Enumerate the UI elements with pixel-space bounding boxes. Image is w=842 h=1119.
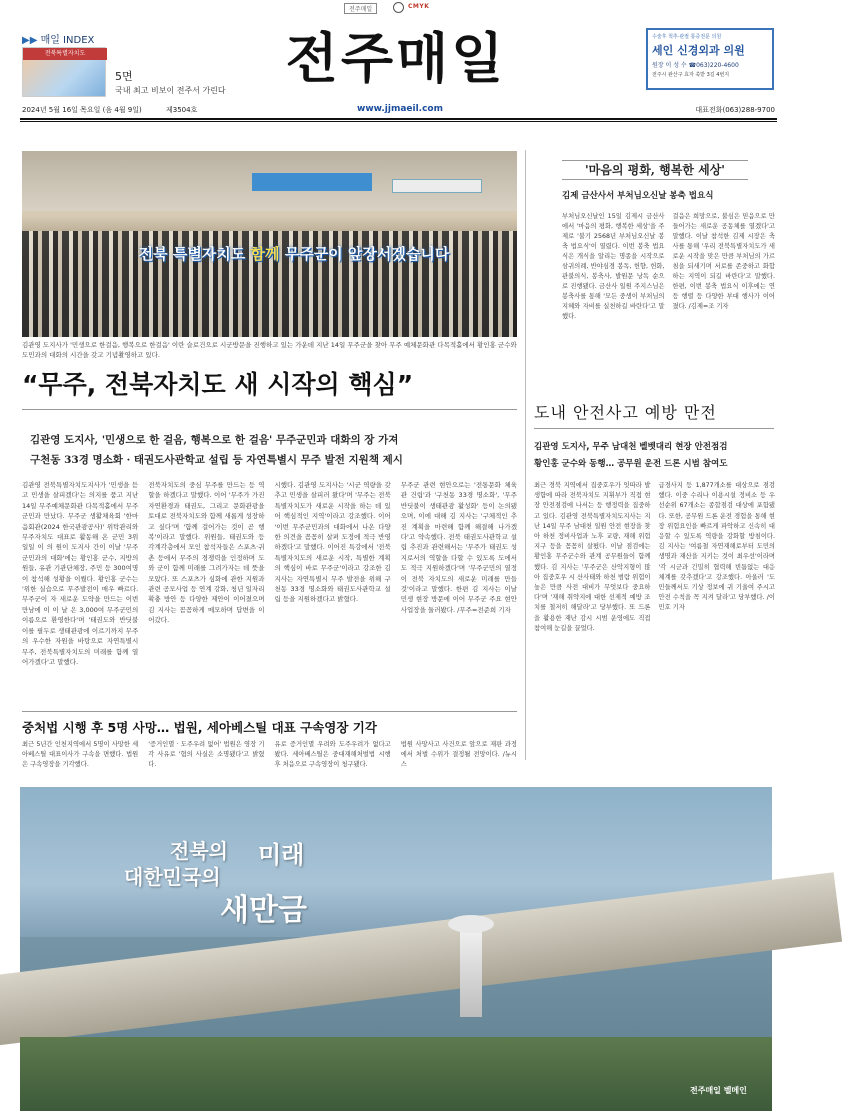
right-story-2-subhead-2: 황인홍 군수와 동행… 공무원 운전 드론 시범 참여도: [534, 459, 728, 469]
ad-slogan-4: 새만금: [220, 893, 307, 928]
cmyk-label: CMYK: [408, 3, 430, 10]
registration-mark-icon: [393, 2, 404, 13]
right-story-2-subhead-1: 김관영 도지사, 무주 남대천 벨벳대리 현장 안전점검: [534, 442, 728, 452]
second-story-col-2: '증거인멸 · 도주우려 없어' 법원은 영장 기각 사유로 '혐의 사실은 소명됐다'고 밝혔다.: [148, 741, 265, 768]
ad-slogan-2: 대한민국의: [124, 865, 221, 889]
lead-body-col-2: 전북자치도의 중심 무주를 만드는 등 역할을 하겠다고 말했다. 이어 '무주가 가진 자연환경과 태권도, 그리고 문화관광을 토대로 전북자치도와 함께 새롭게 성장하고 싶다'며 '함께 걸어가는 것이 곧 행복'이라고 말했다. 위원들, 태권도와 등 각계각층에서 모인 참석자들은 스포츠·귀촌 등에서 무주의 경쟁력을 인정하며 도와 군이 함께 미래를 그려가자는 데 뜻을 모았다. 또 스포츠가 심화에 관한 지원과 관련 공모사업 등 연계 강화, 청년 일자리 확충 방안 등 다양한 제안이 이어졌으며 김 지사는 꼼꼼하게 메모하며 답변을 이어갔다.: [148, 481, 265, 625]
index-label: [22, 31, 94, 46]
index-thumbnail-caption: 전북특별자치도: [23, 48, 107, 60]
right-story-2-body: [534, 481, 775, 759]
right-story-1-col-2: 걸음은 희망으로, 불심은 믿음으로 만들어가는 새로운 공동체를 열겠다'고 말했다. 이날 참석한 김제 시장은 축사를 통해 '우리 전북특별자치도가 새로운 시작을 맞은 만큼 부처님의 가르침을 되새기며 서로를 존중하고 화합하는 지역이 되길 바란다'고 말했다. 한편, 이번 봉축 법요식 이후에는 연등 행렬 등 다양한 부대 행사가 이어졌다. /김제=조 기자: [672, 213, 775, 310]
ad-tagline: 수술후 척추·관절 통증전문 의원: [652, 34, 722, 40]
right-story-1-subhead: 김제 금산사서 부처님오신날 봉축 법요식: [562, 191, 714, 201]
ad-clinic-name-2: 신경외과 의원: [677, 44, 745, 57]
dateline: 2024년 5월 16일 목요일 (음 4월 9일): [22, 106, 142, 114]
right-story-1-col-1: 부처님오신날인 15일 김제시 금산사에서 '마음의 평화, 행복한 세상'을 주제로 '불기 2568년 부처님오신날 봉축 법요식'이 열렸다. 이번 봉축 법요식은 개식을 알리는 명종을 시작으로 삼귀의례, 반야심경 봉독, 헌향, 헌화, 관불의식, 봉축사, 발원문 낭독 순으로 진행됐다. 금산사 일원 주지스님은 봉축사를 통해 '모든 중생이 부처님의 지혜와 자비를 실천하길 바란다'고 말했다.: [562, 213, 665, 320]
saemangeum-advertisement[interactable]: [20, 787, 772, 1111]
ad-land: [20, 1037, 772, 1111]
ad-address: 전주시 완산구 효자 쑥받 3길 4번지: [652, 72, 730, 78]
right-story-1-body: [562, 212, 775, 388]
ad-slogan-3: 미래: [258, 841, 305, 869]
second-story-headline[interactable]: 중처법 시행 후 5명 사망… 법원, 세아베스틸 대표 구속영장 기각: [22, 720, 377, 735]
photo-caption: 김관영 도지사가 '민생으로 한걸음, 행복으로 한걸음' 이란 슬로건으로 시군방문을 진행하고 있는 가운데 지난 14일 무주군을 찾아 무주 예체문화관 다목적홀에서 황인홍 군수와 도민과의 대화의 시간을 갖고 기념촬영하고 있다.: [22, 341, 517, 359]
index-label-text: 매일 INDEX: [40, 35, 95, 46]
main-phone: 대표전화(063)288-9700: [695, 106, 775, 114]
lead-photo[interactable]: [22, 151, 517, 337]
top-advertisement[interactable]: [646, 28, 774, 90]
second-story-col-1: 최근 5년간 인천지역에서 5명이 사망한 세아베스틸 대표이사가 구속을 면했다. 법원은 구속영장을 기각했다.: [22, 741, 139, 768]
photo-banner-text-1: 전북 특별자치도: [138, 245, 246, 263]
ad-clinic-name: [652, 42, 768, 58]
right-story-2-headline[interactable]: 도내 안전사고 예방 만전: [534, 403, 717, 422]
column-divider: [525, 150, 526, 760]
photo-banner-text: [114, 243, 474, 264]
right-story-2-col-1: 최근 경북 지역에서 집중호우가 잇따라 발생함에 따라 전북자치도 지휘부가 직접 현장 안전점검에 나서는 등 행정력을 집중하고 있다. 김관영 전북특별자치도지사는 지난 14일 무주 남대천 일원 안전 현장을 찾아 하천 정비사업과 노후 교량, 재해 위험지구 등을 꼼꼼히 살폈다. 이날 점검에는 황인홍 무주군수와 관계 공무원들이 함께했다. 김 지사는 '무주군은 산악지형이 많아 집중호우 시 산사태와 하천 범람 위험이 높은 만큼 사전 대비가 무엇보다 중요하다'며 '재해 취약지에 대한 선제적 예방 조치를 철저히 해달라'고 당부했다. 또 드론을 활용한 재난 감시 시범 운영에도 직접 참여해 눈길을 끌었다.: [534, 482, 651, 632]
headline-rule: [22, 409, 517, 410]
masthead-rule: [20, 118, 777, 120]
photo-banner-text-3: 무주군이 앞장서겠습니다: [284, 245, 450, 263]
photo-sign-2: [392, 179, 482, 193]
ad-phone: 원장 이 성 수 ☎063)220-4600: [652, 62, 739, 69]
triangle-icon: ▶▶: [22, 35, 41, 46]
ad-slogan-1: 전북의: [170, 839, 228, 863]
second-story-col-3: 유로 증거인멸 우려와 도주우려가 없다고 봤다. 세아베스틸은 중대재해처벌법 시행 후 처음으로 구속영장이 청구됐다.: [274, 741, 391, 768]
right-story-1-title[interactable]: '마음의 평화, 행복한 세상': [585, 163, 725, 177]
photo-sign: [252, 173, 372, 191]
lead-body-col-1: 김관영 전북특별자치도지사가 '민생을 듣고 민생을 살피겠다'는 의지를 품고 지난 14일 무주예체문화관 다목적홀에서 무주군민과 만났다. 무주군 생활체육회 '한마음회관(2024 한국관광공사)' 위탁관리와 무주자치도 대표로 활동해 온 군민 3위 일일 이 의 원이 도지사 간이 이날 '무주군민과의 대화'에는 황인홍 군수, 지방의원들, 유관 기관단체장, 주민 등 300여명이 참석해 성황을 이뤘다. 황인홍 군수는 '위한 실습으로 무주발전이 매우 빠르다. 무주군이 자 새로운 도약을 만드는 이번 만남에 이 이 날 은 3,000여 무주군민의 이름으로 환영한다'며 '태권도와 반딧불이를 필두로 생태관광에 이르기까지 무주의 우수한 자원을 바탕으로 자연특별시 무주, 전북특별자치도의 미래를 함께 열어가겠다'고 말했다.: [22, 481, 139, 666]
second-story-body: [22, 740, 517, 768]
lead-body: [22, 480, 517, 702]
lead-body-col-4: 무주군 관련 현안으로는 '전통문화 체육관 건립'과 '구천동 33경 명소화', '무주 반딧불이 생태관광 활성화' 등이 논의됐으며, 이에 대해 김 지사는 '구체적인 추진 계획을 마련해 함께 해결해 나가겠다'고 약속했다. 전북 태권도사관학교 설립 추진과 관련해서는 '무주가 태권도 성지로서의 역할을 다할 수 있도록 도에서도 적극 지원하겠다'며 '무주군민의 열정이 전북 자치도의 새로운 미래를 만들 것'이라고 말했다. 한편 김 지사는 이날 민생 현장 방문에 이어 무주군 주요 현안 사업장을 둘러봤다. /무주=전준희 기자: [400, 481, 517, 614]
second-story-rule: [22, 711, 517, 712]
photo-banner-text-2: 함께: [250, 245, 280, 263]
newspaper-masthead: 전주매일: [285, 27, 507, 90]
masthead-rule-thin: [20, 121, 777, 122]
lead-subhead-2: 구천동 33경 명소화 · 태권도사관학교 설립 등 자연특별시 무주 발전 지원책 제시: [30, 454, 403, 466]
index-description[interactable]: 국내 최고 비보이 전주서 가린다: [115, 86, 226, 95]
right-story-2-rule: [534, 428, 774, 429]
lead-headline[interactable]: “무주, 전북자치도 새 시작의 핵심”: [22, 370, 414, 399]
lead-subhead-1: 김관영 도지사, '민생으로 한 걸음, 행복으로 한 걸음' 무주군민과 대화의 장 가져: [30, 434, 399, 446]
proof-label: 전주매일: [344, 3, 377, 14]
issue-number: 제3504호: [166, 106, 198, 114]
lead-body-col-3: 시했다. 김관영 도지사는 '시군 역량을 갖추고 민생을 살피러 왔다'며 '무주는 전북특별자치도가 새로운 시작을 하는 데 있어 핵심적인 지역'이라고 강조했다. 이어 '이번 무주군민과의 대화에서 나온 다양한 의견을 꼼꼼히 살펴 도정에 적극 반영하겠다'고 말했다. 이어진 특강에서 '전북특별자치도의 새로운 시작, 특별한 계획의 핵심이 바로 무주군'이라고 강조한 김 지사는 자연특별시 무주 발전을 위해 구천동 33경 명소화와 태권도사관학교 설립 등을 지원하겠다고 밝혔다.: [274, 481, 391, 604]
second-story-col-4: 법원 사망사고 사건으로 앞으로 재판 과정에서 처벌 수위가 결정될 전망이다. /뉴시스: [400, 741, 517, 768]
ad-tower: [460, 927, 482, 1017]
website-link[interactable]: www.jjmaeil.com: [357, 104, 443, 114]
ad-credit: 전주매일 벨메인: [690, 1086, 747, 1095]
right-story-2-col-2: 급경사지 등 1,877개소를 대상으로 점검했다. 이중 수리나 이용시설 정비소 등 우선순위 67개소는 종합점검 대상에 포함됐다. 또한, 공무원 드론 운전 경험을 통해 현장 위험요인을 빠르게 파악하고 신속히 대응할 수 있도록 역량을 강화할 방침이다. 김 지사는 '여름철 자연재해로부터 도민의 생명과 재산을 지키는 것이 최우선'이라며 '각 시군과 긴밀히 협력해 빈틈없는 대응 체계를 갖추겠다'고 강조했다. 아울러 '도민들께서도 기상 정보에 귀 기울여 주시고 안전 수칙을 꼭 지켜 달라'고 당부했다. /이민호 기자: [658, 482, 775, 612]
ad-clinic-name-1: 세인: [652, 44, 674, 57]
index-thumbnail[interactable]: [22, 47, 106, 97]
index-page-number[interactable]: 5면: [115, 70, 133, 83]
ad-tower-top: [448, 915, 494, 933]
